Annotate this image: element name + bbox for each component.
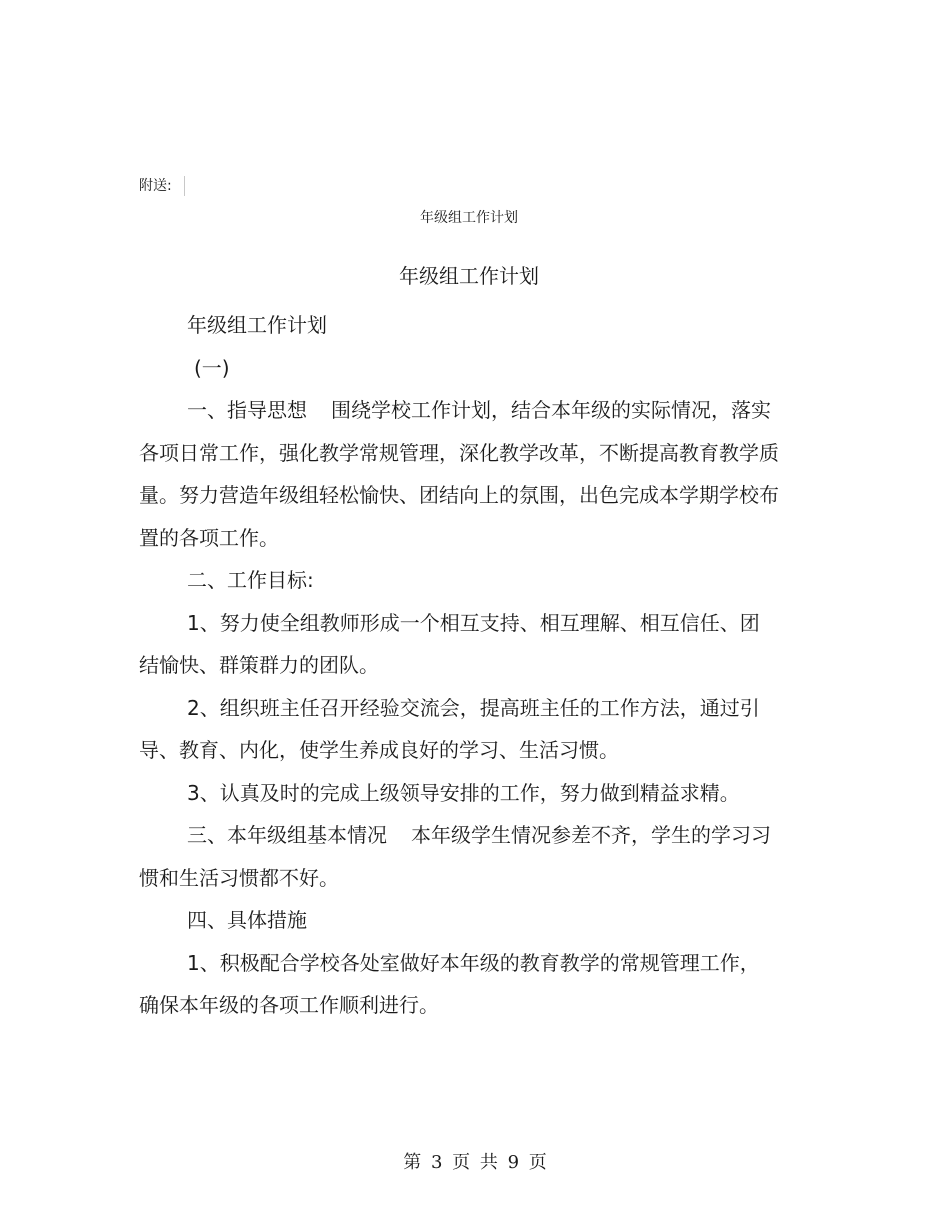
- goal-item-1: 1、努力使全组教师形成一个相互支持、相互理解、相互信任、团结愉快、群策群力的团队。: [139, 610, 760, 677]
- header-note-label: 附送:: [139, 178, 172, 194]
- goal-item-2: 2、组织班主任召开经验交流会，提高班主任的工作方法，通过引导、教育、内化，使学生养成良好的学习、生活习惯。: [139, 695, 760, 762]
- paragraph-text: 本年级学生情况参差不齐，学生的学习习惯和生活习惯都不好。: [139, 823, 771, 890]
- paragraph-heading: 一、指导思想: [187, 398, 307, 422]
- document-body: [139, 304, 779, 1027]
- paragraph-guiding-thought: [139, 389, 779, 559]
- paragraph-heading: 三、本年级组基本情况: [187, 823, 387, 847]
- header-divider: [184, 176, 185, 196]
- paragraph-heading-goals: 二、工作目标:: [187, 568, 314, 592]
- section-number: (一): [194, 355, 230, 380]
- page-footer: 第 3 页 共 9 页: [403, 1152, 547, 1173]
- document-title: 年级组工作计划: [399, 264, 539, 288]
- goal-item-3: 3、认真及时的完成上级领导安排的工作，努力做到精益求精。: [187, 780, 740, 805]
- measure-item-1: 1、积极配合学校各处室做好本年级的教育教学的常规管理工作，确保本年级的各项工作顺利进行。: [139, 950, 760, 1017]
- paragraph-heading-measures: 四、具体措施: [187, 908, 307, 932]
- header-note: [139, 176, 185, 196]
- document-subtitle: 年级组工作计划: [187, 313, 327, 337]
- paragraph-text: 围绕学校工作计划，结合本年级的实际情况，落实各项日常工作，强化教学常规管理，深化教学改革，不断提高教育教学质量。努力营造年级组轻松愉快、团结向上的氛围，出色完成本学期学校布置的各项工作。: [139, 398, 779, 550]
- running-title: 年级组工作计划: [420, 210, 518, 226]
- paragraph-basic-situation: [139, 814, 779, 899]
